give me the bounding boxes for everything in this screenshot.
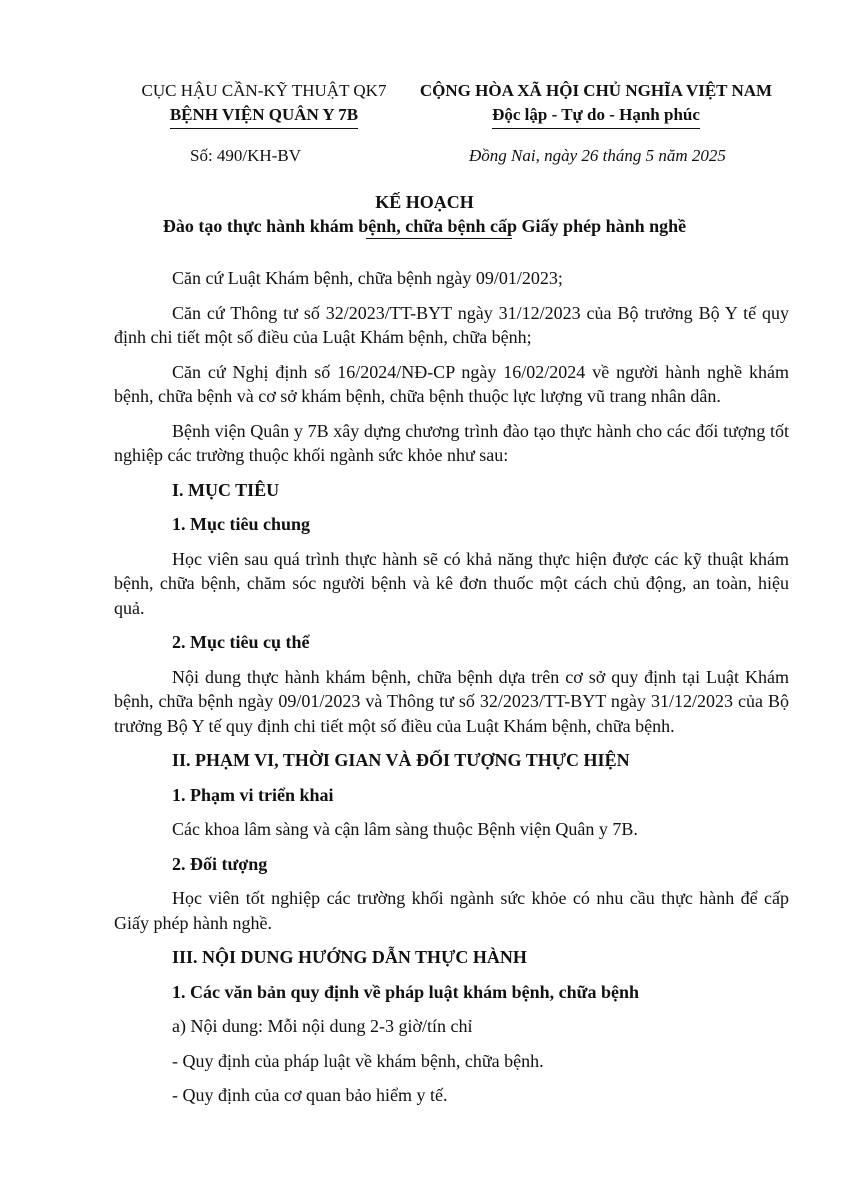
section-1-1-heading: 1. Mục tiêu chung (172, 514, 311, 534)
section-3-1-item-a: a) Nội dung: Mỗi nội dung 2-3 giờ/tín chỉ (172, 1016, 473, 1036)
country-name: CỘNG HÒA XÃ HỘI CHỦ NGHĨA VIỆT NAM (419, 81, 773, 100)
motto: Độc lập - Tự do - Hạnh phúc (492, 103, 700, 129)
section-2-1-heading: 1. Phạm vi triển khai (172, 784, 334, 805)
section-3-1-item-2: - Quy định của cơ quan bảo hiểm y tế. (172, 1085, 448, 1105)
document-number: Số: 490/KH-BV (190, 146, 301, 165)
section-3-1-item-1: - Quy định của pháp luật về khám bệnh, chữa bệnh. (172, 1050, 544, 1071)
section-1-heading: I. MỤC TIÊU (172, 479, 280, 500)
section-3-1-heading: 1. Các văn bản quy định về pháp luật khám bệnh, chữa bệnh (172, 981, 639, 1002)
section-3-heading: III. NỘI DUNG HƯỚNG DẪN THỰC HÀNH (172, 947, 527, 967)
section-2-1-text: Các khoa lâm sàng và cận lâm sàng thuộc Bệnh viện Quân y 7B. (172, 819, 638, 839)
issuing-organization (120, 79, 408, 129)
section-2-2-text: Học viên tốt nghiệp các trường khối ngành sức khỏe có nhu cầu thực hành để cấp Giấy phép hành nghề. (114, 888, 789, 933)
legal-basis-2: Căn cứ Thông tư số 32/2023/TT-BYT ngày 31/12/2023 của Bộ trưởng Bộ Y tế quy định chi tiết một số điều của Luật Khám bệnh, chữa bệnh; (114, 302, 789, 347)
section-1-1-text: Học viên sau quá trình thực hành sẽ có khả năng thực hiện được các kỹ thuật khám bệnh, chữa bệnh, chăm sóc người bệnh và kê đơn thuốc một cách chủ động, an toàn, hiệu quả. (114, 548, 789, 618)
section-2-heading: II. PHẠM VI, THỜI GIAN VÀ ĐỐI TƯỢNG THỰC HIỆN (172, 750, 630, 770)
parent-organization: CỤC HẬU CẦN-KỸ THUẬT QK7 (141, 81, 387, 100)
section-2-2-heading: 2. Đối tượng (172, 853, 268, 874)
legal-basis-1: Căn cứ Luật Khám bệnh, chữa bệnh ngày 09/01/2023; (172, 268, 563, 288)
legal-basis-3: Căn cứ Nghị định số 16/2024/NĐ-CP ngày 16/02/2024 về người hành nghề khám bệnh, chữa bệnh và cơ sở khám bệnh, chữa bệnh thuộc lực lượng vũ trang nhân dân. (114, 361, 789, 406)
section-1-2-text: Nội dung thực hành khám bệnh, chữa bệnh dựa trên cơ sở quy định tại Luật Khám bệnh, chữa bệnh ngày 09/01/2023 và Thông tư số 32/2023/TT-BYT ngày 31/12/2023 của Bộ trưởng Bộ Y tế quy định chi tiết một số điều của Luật Khám bệnh, chữa bệnh. (114, 666, 789, 736)
document-body (114, 266, 789, 1118)
subtitle-underline (366, 238, 512, 239)
place-date: Đồng Nai, ngày 26 tháng 5 năm 2025 (469, 146, 726, 165)
document-subtitle: Đào tạo thực hành khám bệnh, chữa bệnh cấp Giấy phép hành nghề (162, 216, 687, 236)
section-1-2-heading: 2. Mục tiêu cụ thể (172, 632, 310, 652)
intro-paragraph: Bệnh viện Quân y 7B xây dựng chương trình đào tạo thực hành cho các đối tượng tốt nghiệp các trường thuộc khối ngành sức khỏe như sau: (114, 420, 789, 465)
hospital-name: BỆNH VIỆN QUÂN Y 7B (170, 103, 358, 129)
document-title: KẾ HOẠCH (375, 192, 474, 212)
national-motto (400, 79, 792, 129)
